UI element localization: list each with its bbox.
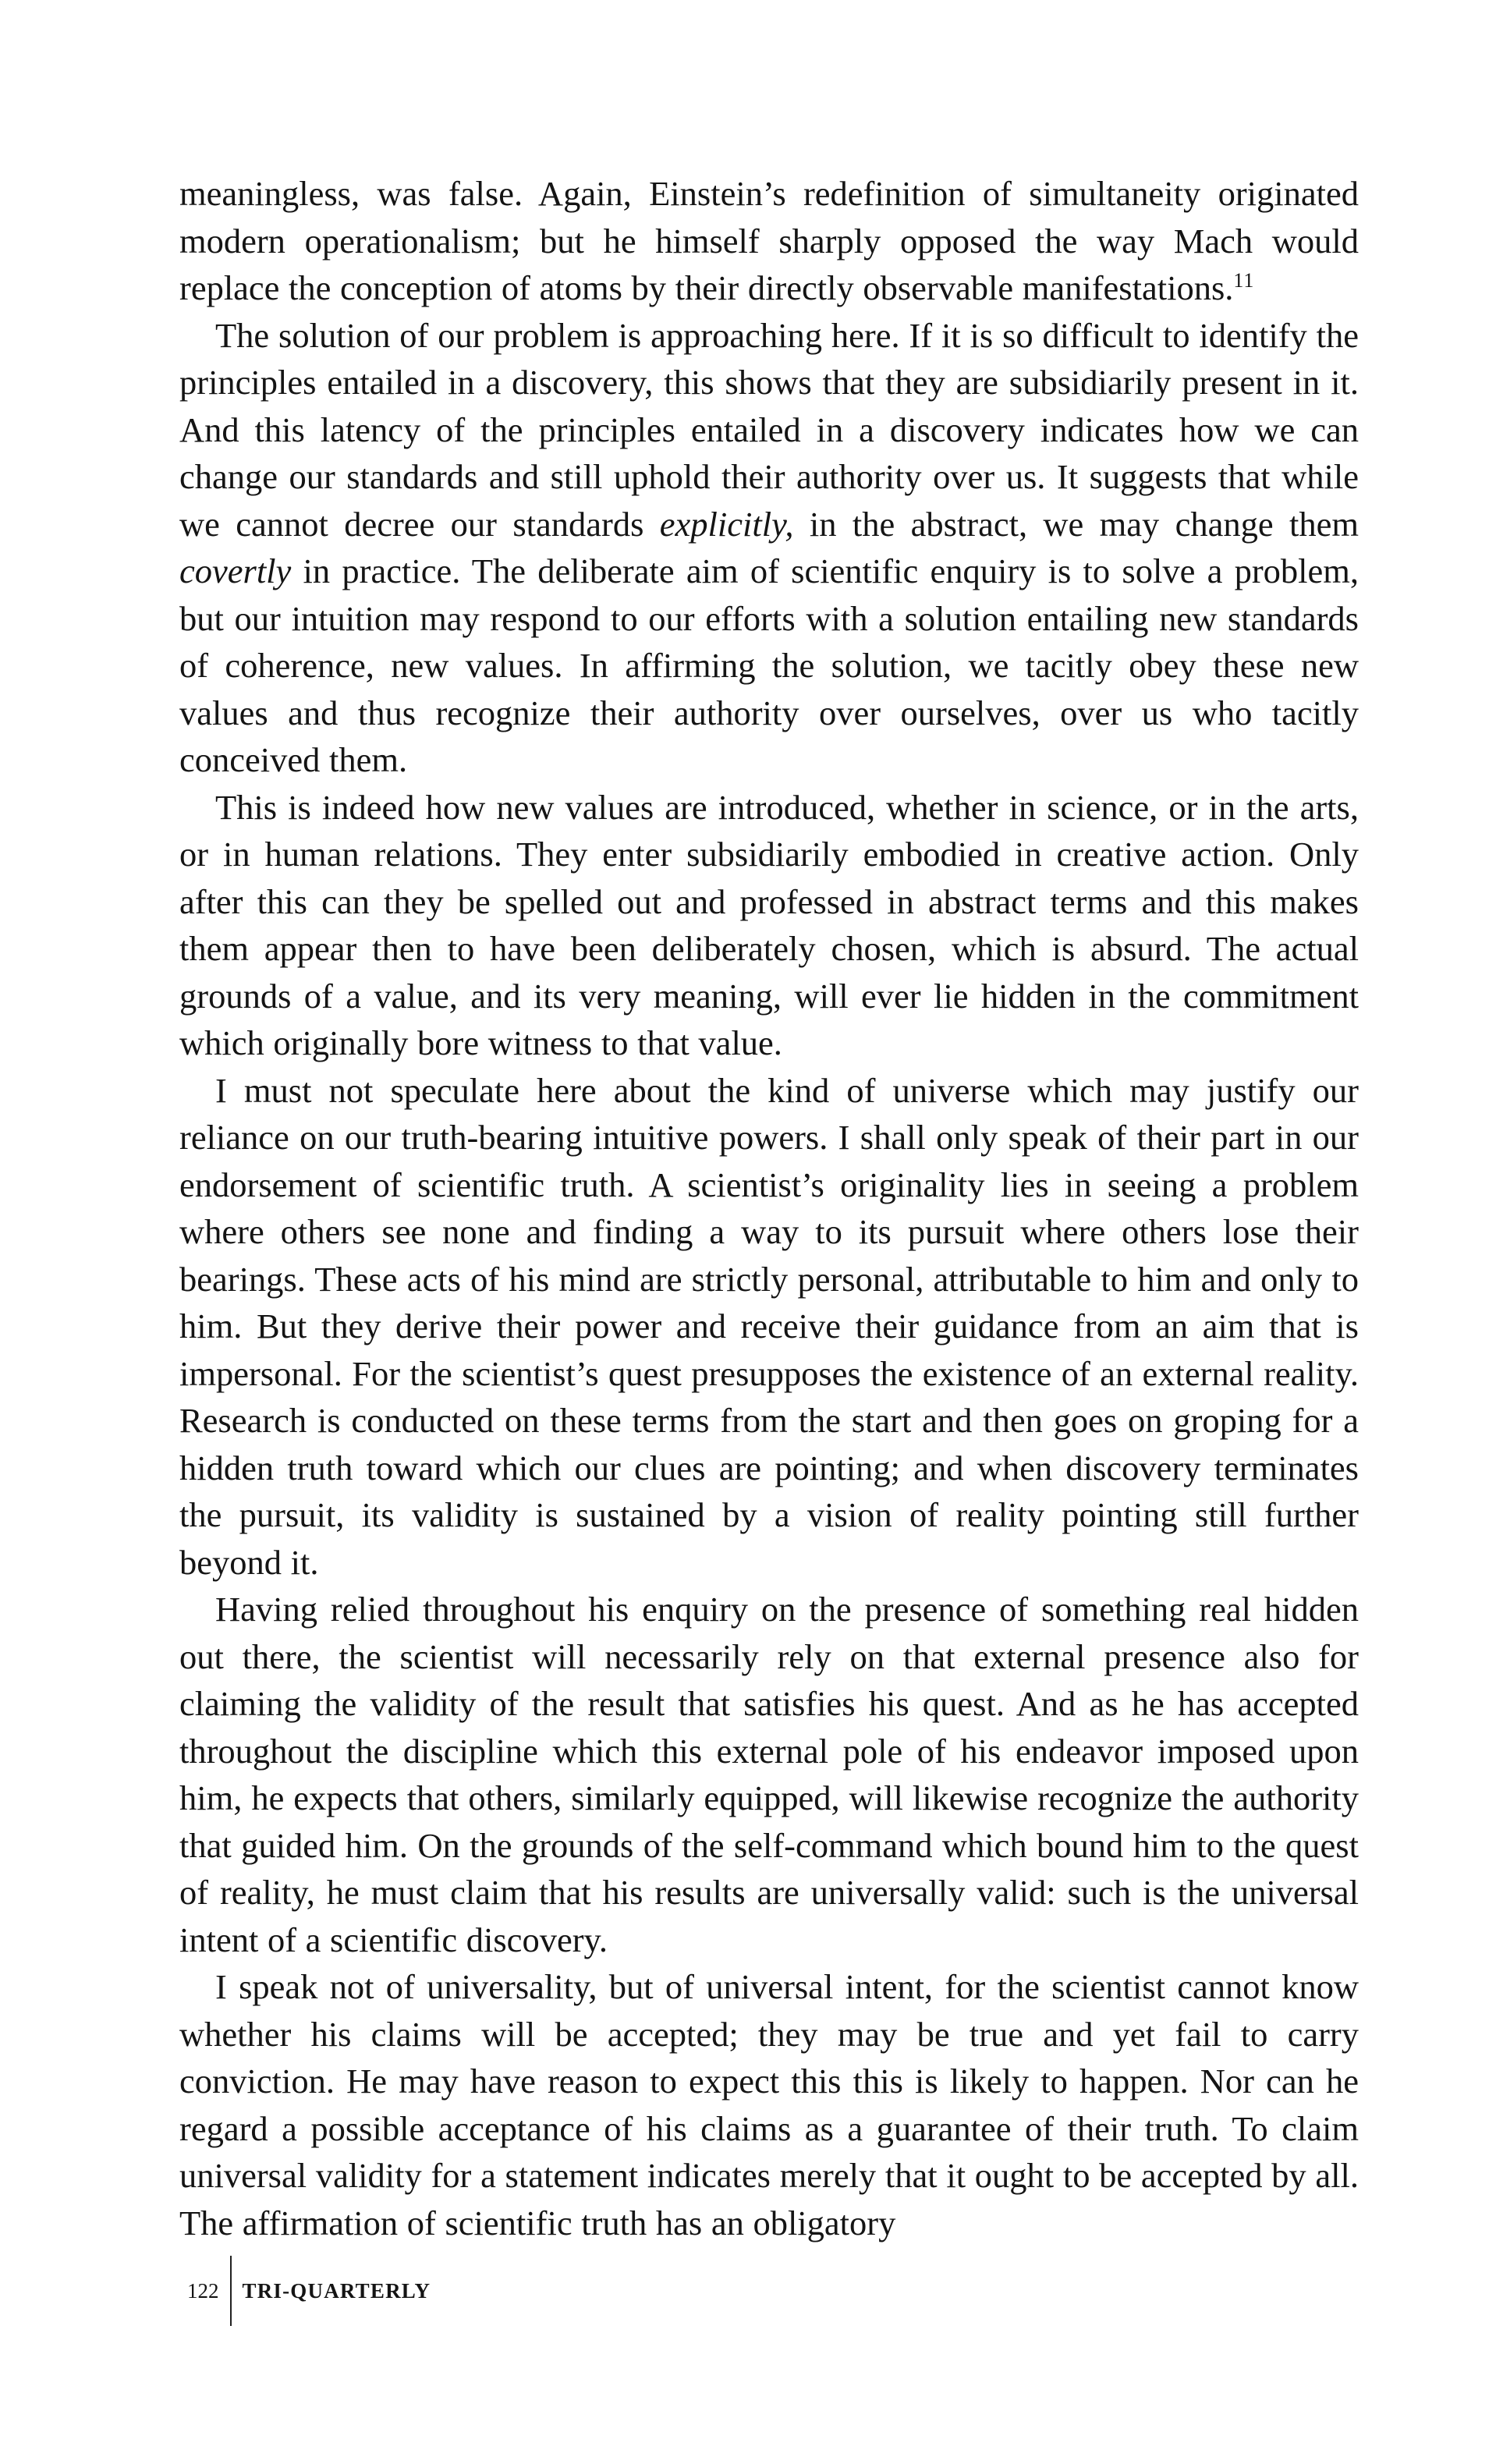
paragraph-4: I must not speculate here about the kind of universe which may justify our reliance on our truth-bearing intuitive powers. I shall only speak of their part in our endorsement of scientific truth. A scientist’s originality lies in seeing a problem where others see none and finding a way to its pursuit where others lose their bearings. These acts of his mind are strictly personal, attributable to him and only to him. But they derive their power and receive their guidance from an aim that is impersonal. For the scientist’s quest presupposes the existence of an external reality. Research is conducted on these terms from the start and then goes on groping for a hidden truth toward which our clues are pointing; and when discovery terminates the pursuit, its validity is sustained by a vision of reality pointing still further beyond it. bbox=[179, 1070, 1359, 1582]
paragraph-1 bbox=[179, 170, 1359, 312]
emphasis-explicitly: explicitly, bbox=[659, 504, 794, 544]
paragraph-1-text: meaningless, was false. Again, Einstein’s redefinition of simultaneity originated modern operationalism; but he himself sharply opposed the way Mach would replace the conception of atoms by their directly observable manifestations. bbox=[179, 174, 1359, 307]
paragraph-6: I speak not of universality, but of universal intent, for the scientist cannot know whether his claims will be accepted; they may be true and yet fail to carry conviction. He may have reason to expect this this is likely to happen. Nor can he regard a possible acceptance of his claims as a guarantee of their truth. To claim universal validity for a statement indicates merely that it ought to be accepted by all. The affirmation of scientific truth has an obligatory bbox=[179, 1967, 1359, 2242]
paragraph-3: This is indeed how new values are introduced, whether in science, or in the arts, or in human relations. They enter subsidiarily embodied in creative action. Only after this can they be spelled out and professed in abstract terms and this makes them appear then to have been deliberately chosen, which is absurd. The actual grounds of a value, and its very meaning, will ever lie hidden in the commitment which originally bore witness to that value. bbox=[179, 787, 1359, 1062]
page-number: 122 bbox=[187, 2278, 219, 2303]
paragraph-5: Having relied throughout his enquiry on the presence of something real hidden out there, the scientist will necessarily rely on that external presence also for claiming the validity of the result that satisfies his quest. And as he has accepted throughout the discipline which this external pole of his endeavor imposed upon him, he expects that others, similarly equipped, will likewise recognize the authority that guided him. On the grounds of the self-command which bound him to the quest of reality, he must claim that his results are universally valid: such is the universal intent of a scientific discovery. bbox=[179, 1590, 1359, 1959]
journal-title: TRI-QUARTERLY bbox=[242, 2278, 431, 2303]
page-footer bbox=[187, 2256, 431, 2326]
footnote-marker: 11 bbox=[1233, 269, 1255, 292]
emphasis-covertly: covertly bbox=[179, 551, 292, 590]
article-body bbox=[179, 170, 1359, 2246]
paragraph-2-text-b: in the abstract, we may change them bbox=[793, 504, 1359, 544]
paragraph-2 bbox=[179, 312, 1359, 784]
paragraph-2-text-c: in practice. The deliberate aim of scientific enquiry is to solve a problem, but our intuition may respond to our efforts with a solution entailing new standards of coherence, new values. In affirming the solution, we tacitly obey these new values and thus recognize their authority over ourselves, over us who tacitly conceived them. bbox=[179, 551, 1359, 779]
paragraph-2-text-a: The solution of our problem is approaching here. If it is so difficult to identify the principles entailed in a discovery, this shows that they are subsidiarily present in it. And this latency of the principles entailed in a discovery indicates how we can change our standards and still uphold their authority over us. It suggests that while we cannot decree our standards bbox=[179, 315, 1359, 544]
